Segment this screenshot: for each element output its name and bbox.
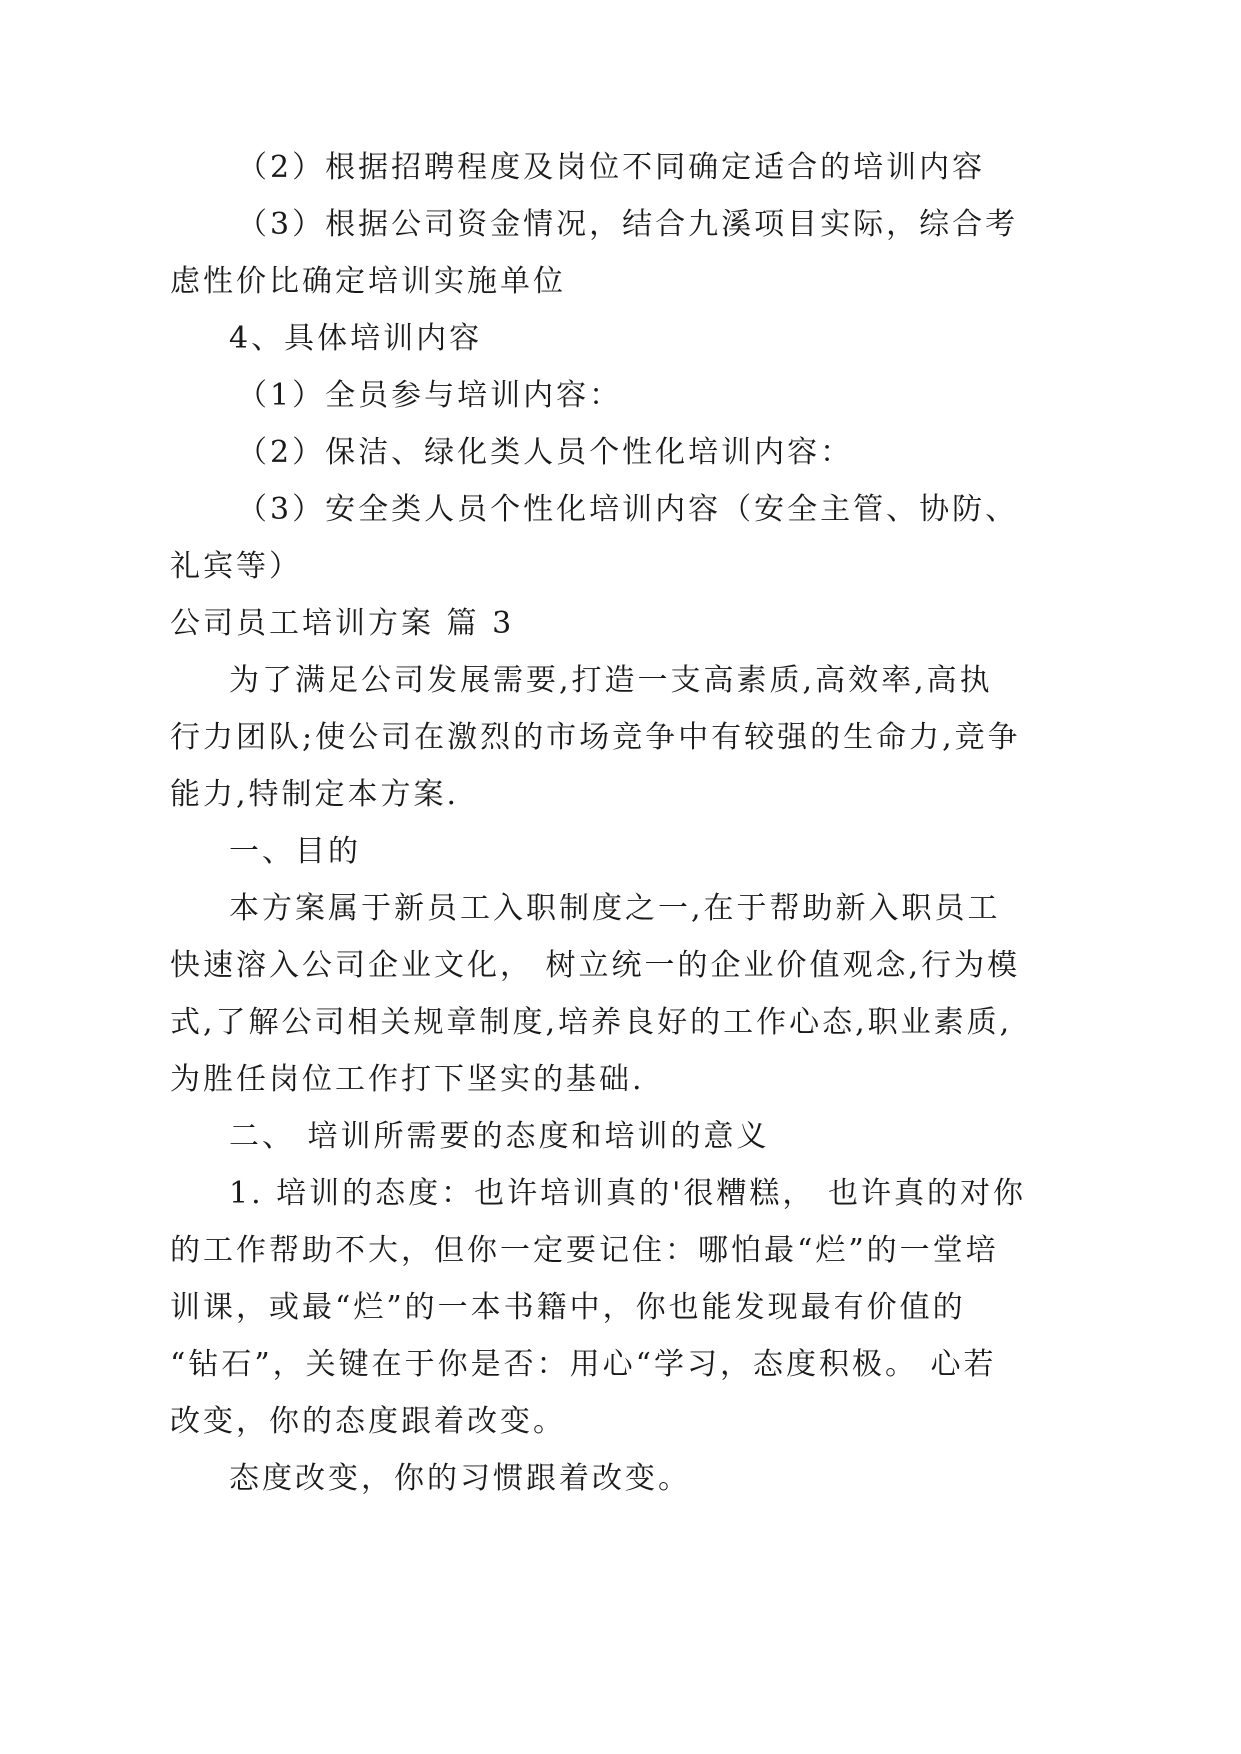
text-line: 的工作帮助不大，但你一定要记住：哪怕最“烂”的一堂培 — [170, 1233, 999, 1268]
text-line: 能力,特制定本方案. — [170, 777, 460, 812]
text-line: 快速溶入公司企业文化， 树立统一的企业价值观念,行为模 — [170, 948, 1021, 983]
text-line: 虑性价比确定培训实施单位 — [170, 264, 566, 299]
text-line: 二、 培训所需要的态度和培训的意义 — [229, 1119, 770, 1154]
text-line: 一、目的 — [229, 834, 361, 869]
text-line: 训课，或最“烂”的一本书籍中，你也能发现最有价值的 — [170, 1290, 966, 1325]
text-line: （3）根据公司资金情况，结合九溪项目实际，综合考 — [237, 207, 1019, 242]
text-line: （1）全员参与培训内容： — [237, 378, 623, 413]
text-line: 态度改变，你的习惯跟着改变。 — [229, 1461, 691, 1496]
text-line: （2）根据招聘程度及岗位不同确定适合的培训内容 — [237, 150, 986, 185]
text-line: 4、具体培训内容 — [229, 321, 483, 356]
section-heading: 公司员工培训方案 篇 3 — [170, 606, 515, 641]
text-line: 改变，你的态度跟着改变。 — [170, 1404, 566, 1439]
text-line: 为胜任岗位工作打下坚实的基础. — [170, 1062, 645, 1097]
text-line: 礼宾等） — [170, 549, 302, 584]
text-line: 式,了解公司相关规章制度,培养良好的工作心态,职业素质, — [170, 1005, 1013, 1040]
text-line: 为了满足公司发展需要,打造一支高素质,高效率,高执 — [229, 663, 993, 698]
text-line: “钻石”，关键在于你是否：用心“学习，态度积极。 心若 — [170, 1347, 997, 1382]
text-line: （3）安全类人员个性化培训内容（安全主管、协防、 — [237, 492, 1019, 527]
text-line: 本方案属于新员工入职制度之一,在于帮助新入职员工 — [229, 891, 1001, 926]
text-line: 1. 培训的态度：也许培训真的'很糟糕， 也许真的对你 — [229, 1176, 1026, 1211]
text-line: 行力团队;使公司在激烈的市场竞争中有较强的生命力,竞争 — [170, 720, 1021, 755]
text-line: （2）保洁、绿化类人员个性化培训内容： — [237, 435, 854, 470]
